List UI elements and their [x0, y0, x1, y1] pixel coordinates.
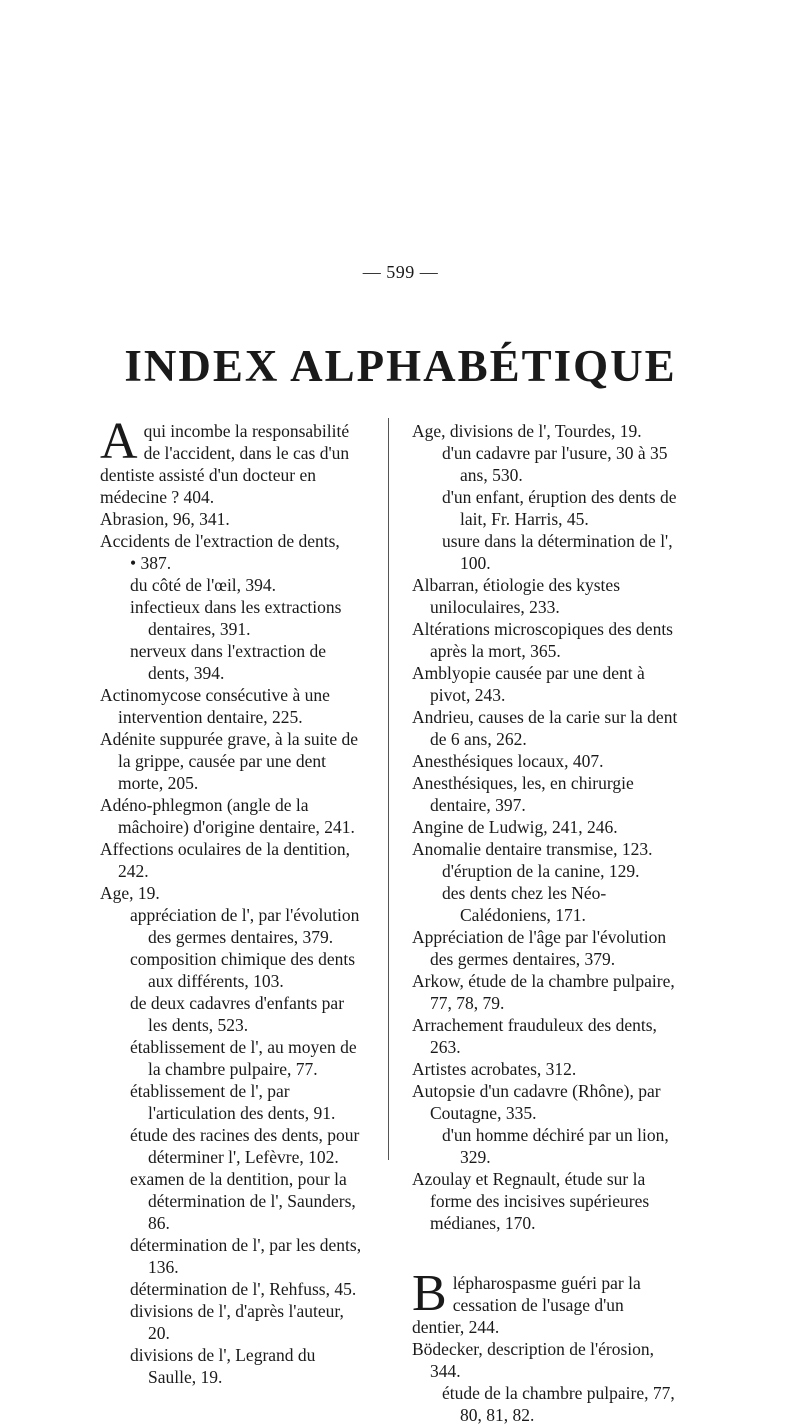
entry-text: Autopsie d'un cadavre (Rhône), par Coutagne, 335.	[412, 1081, 661, 1123]
index-entry	[412, 1014, 678, 1058]
index-subentry	[100, 1300, 366, 1344]
entry-text: usure dans la détermination de l', 100.	[442, 531, 673, 573]
entry-text: détermination de l', Rehfuss, 45.	[130, 1279, 357, 1299]
index-subentry	[412, 860, 678, 882]
index-subentry	[412, 1382, 678, 1426]
page-title: INDEX ALPHABÉTIQUE	[124, 341, 677, 391]
index-subentry	[100, 1234, 366, 1278]
index-subentry	[100, 574, 366, 596]
index-subentry	[412, 530, 678, 574]
index-entry	[412, 750, 678, 772]
index-entry	[412, 1338, 678, 1382]
index-entry	[412, 662, 678, 706]
entry-text: • 387.	[130, 553, 172, 573]
entry-text: Appréciation de l'âge par l'évolution des germes dentaires, 379.	[412, 927, 667, 969]
entry-text: d'un enfant, éruption des dents de lait, Fr. Harris, 45.	[442, 487, 677, 529]
entry-text: d'un cadavre par l'usure, 30 à 35 ans, 530.	[442, 443, 668, 485]
index-subentry	[100, 1344, 366, 1388]
index-entry	[100, 413, 366, 508]
entry-text: divisions de l', d'après l'auteur, 20.	[130, 1301, 344, 1343]
entry-text: Age, 19.	[100, 883, 160, 903]
entry-text: divisions de l', Legrand du Saulle, 19.	[130, 1345, 316, 1387]
index-subentry	[412, 1124, 678, 1168]
index-subentry	[100, 1080, 366, 1124]
entry-text: établissement de l', au moyen de la chambre pulpaire, 77.	[130, 1037, 357, 1079]
entry-text: Albarran, étiologie des kystes uniloculaires, 233.	[412, 575, 621, 617]
index-entry	[412, 1265, 678, 1338]
index-entry	[412, 926, 678, 970]
index-subentry	[100, 596, 366, 640]
index-entry	[100, 728, 366, 794]
index-entry	[412, 706, 678, 750]
entry-text: Amblyopie causée par une dent à pivot, 243.	[412, 663, 645, 705]
entry-text: des dents chez les Néo-Calédoniens, 171.	[442, 883, 607, 925]
column-divider	[388, 418, 389, 1160]
index-subentry	[412, 442, 678, 486]
index-subentry	[100, 904, 366, 948]
index-subentry	[100, 1168, 366, 1234]
index-entry	[412, 1080, 678, 1124]
entry-text: d'éruption de la canine, 129.	[442, 861, 640, 881]
entry-text: Age, divisions de l', Tourdes, 19.	[412, 421, 642, 441]
entry-text: composition chimique des dents aux différents, 103.	[130, 949, 356, 991]
entry-text: Accidents de l'extraction de dents,	[100, 531, 340, 551]
index-subentry	[412, 486, 678, 530]
index-subentry	[412, 882, 678, 926]
index-entry	[412, 420, 678, 442]
index-subentry	[100, 1124, 366, 1168]
page-number: — 599 —	[362, 262, 439, 282]
entry-text: Affections oculaires de la dentition, 242.	[100, 839, 350, 881]
entry-text: Altérations microscopiques des dents après la mort, 365.	[412, 619, 673, 661]
index-entry	[412, 1058, 678, 1080]
entry-text: Abrasion, 96, 341.	[100, 509, 230, 529]
entry-text: étude des racines des dents, pour déterminer l', Lefèvre, 102.	[130, 1125, 360, 1167]
entry-text: qui incombe la responsabilité de l'accident, dans le cas d'un dentiste assisté d'un docteur en médecine ? 404.	[100, 421, 350, 507]
index-entry	[412, 618, 678, 662]
entry-text: Bödecker, description de l'érosion, 344.	[412, 1339, 655, 1381]
index-column-right	[412, 420, 678, 1426]
entry-text: Angine de Ludwig, 241, 246.	[412, 817, 618, 837]
drop-cap-letter: A	[100, 413, 138, 470]
index-entry	[100, 530, 366, 552]
drop-cap-letter: B	[412, 1265, 447, 1322]
entry-text: Anesthésiques locaux, 407.	[412, 751, 604, 771]
index-entry	[100, 684, 366, 728]
entry-text: nerveux dans l'extraction de dents, 394.	[130, 641, 327, 683]
index-subentry	[100, 948, 366, 992]
entry-text: lépharospasme guéri par la cessation de l'usage d'un dentier, 244.	[412, 1273, 641, 1337]
entry-text: Artistes acrobates, 312.	[412, 1059, 577, 1079]
entry-text: étude de la chambre pulpaire, 77, 80, 81, 82.	[442, 1383, 675, 1425]
section-gap	[412, 1234, 678, 1272]
entry-text: Adéno-phlegmon (angle de la mâchoire) d'origine dentaire, 241.	[100, 795, 355, 837]
index-subentry	[100, 1036, 366, 1080]
entry-text: Anomalie dentaire transmise, 123.	[412, 839, 653, 859]
entry-text: Actinomycose consécutive à une intervention dentaire, 225.	[100, 685, 330, 727]
index-entry	[100, 838, 366, 882]
entry-text: de deux cadavres d'enfants par les dents, 523.	[130, 993, 345, 1035]
index-entry	[412, 816, 678, 838]
entry-text: examen de la dentition, pour la détermination de l', Saunders, 86.	[130, 1169, 356, 1233]
index-subentry	[100, 992, 366, 1036]
index-entry	[100, 882, 366, 904]
entry-text: du côté de l'œil, 394.	[130, 575, 277, 595]
index-subentry	[100, 552, 366, 574]
entry-text: d'un homme déchiré par un lion, 329.	[442, 1125, 669, 1167]
index-subentry	[100, 640, 366, 684]
index-entry	[412, 574, 678, 618]
index-entry	[100, 794, 366, 838]
index-entry	[412, 838, 678, 860]
entry-text: Anesthésiques, les, en chirurgie dentaire, 397.	[412, 773, 634, 815]
index-column-left	[100, 413, 366, 1388]
entry-text: Arrachement frauduleux des dents, 263.	[412, 1015, 657, 1057]
entry-text: appréciation de l', par l'évolution des germes dentaires, 379.	[130, 905, 360, 947]
entry-text: infectieux dans les extractions dentaires, 391.	[130, 597, 342, 639]
entry-text: Andrieu, causes de la carie sur la dent de 6 ans, 262.	[412, 707, 678, 749]
index-entry	[100, 508, 366, 530]
index-entry	[412, 970, 678, 1014]
entry-text: détermination de l', par les dents, 136.	[130, 1235, 362, 1277]
index-subentry	[100, 1278, 366, 1300]
entry-text: Adénite suppurée grave, à la suite de la grippe, causée par une dent morte, 205.	[100, 729, 359, 793]
entry-text: établissement de l', par l'articulation des dents, 91.	[130, 1081, 336, 1123]
index-entry	[412, 1168, 678, 1234]
entry-text: Azoulay et Regnault, étude sur la forme des incisives supérieures médianes, 170.	[412, 1169, 650, 1233]
index-entry	[412, 772, 678, 816]
entry-text: Arkow, étude de la chambre pulpaire, 77, 78, 79.	[412, 971, 675, 1013]
